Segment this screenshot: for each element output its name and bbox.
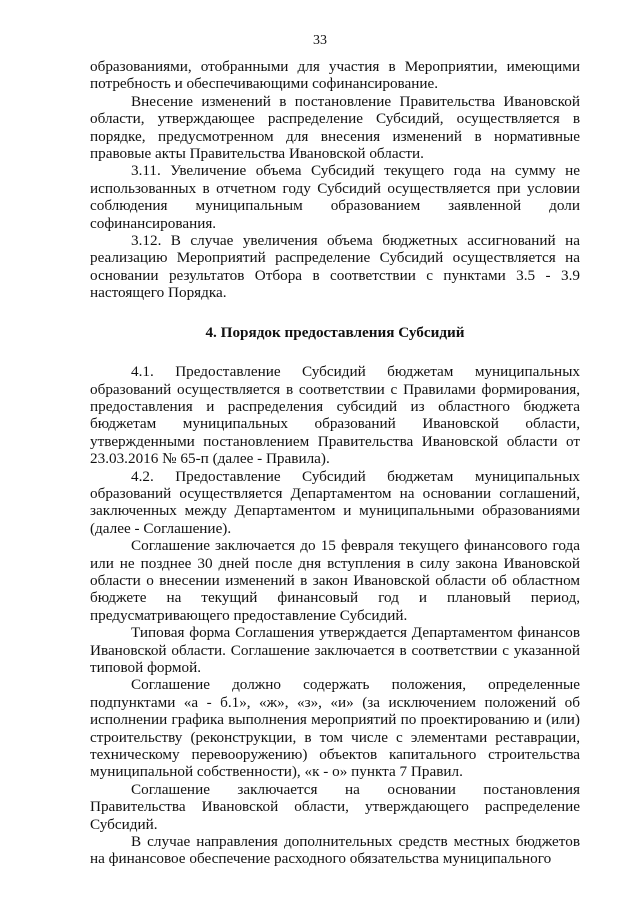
paragraph-typical-form: Типовая форма Соглашения утверждается Департаментом финансов Ивановской области. Соглашение заключается в соответствии с указанной типовой формой. [90,624,580,676]
paragraph-continued: образованиями, отобранными для участия в Мероприятии, имеющими потребность и обеспечивающими софинансирование. [90,58,580,93]
document-body [90,58,580,868]
paragraph-agreement-provisions: Соглашение должно содержать положения, определенные подпунктами «а - б.1», «ж», «з», «и» (за исключением положений об исполнении графика выполнения мероприятий по проектированию и (или) строительству (реконструкции, в том числе с элементами реставрации, техническому перевооружению) объектов капитального строительства муниципальной собственности), «к - о» пункта 7 Правил. [90,676,580,781]
paragraph-amendments: Внесение изменений в постановление Правительства Ивановской области, утверждающее распределение Субсидий, осуществляется в порядке, предусмотренном для внесения изменений в нормативные правовые акты Правительства Ивановской области. [90,92,580,163]
paragraph-additional-funds: В случае направления дополнительных средств местных бюджетов на финансовое обеспечение расходного обязательства муниципального [90,833,580,868]
paragraph-4-1: 4.1. Предоставление Субсидий бюджетам муниципальных образований осуществляется в соответствии с Правилами формирования, предоставления и распределения субсидий из областного бюджета бюджетам муниципальных образований Ивановской области, утвержденными постановлением Правительства Ивановской области от 23.03.2016 № 65-п (далее - Правила). [90,363,580,468]
paragraph-3-11: 3.11. Увеличение объема Субсидий текущего года на сумму не использованных в отчетном году Субсидий осуществляется при условии соблюдения муниципальным образованием заявленной доли софинансирования. [90,162,580,232]
page-number: 33 [313,33,327,48]
paragraph-agreement-deadline: Соглашение заключается до 15 февраля текущего финансового года или не позднее 30 дней после дня вступления в силу закона Ивановской области о внесении изменений в закон Ивановской области об областном бюджете на текущий финансовый год и плановый период, предусматривающего предоставление Субсидий. [90,537,580,624]
paragraph-agreement-basis: Соглашение заключается на основании постановления Правительства Ивановской области, утверждающего распределение Субсидий. [90,780,580,833]
paragraph-3-12: 3.12. В случае увеличения объема бюджетных ассигнований на реализацию Мероприятий распределение Субсидий осуществляется на основании результатов Отбора в соответствии с пунктами 3.5 - 3.9 настоящего Порядка. [90,232,580,302]
paragraph-4-2: 4.2. Предоставление Субсидий бюджетам муниципальных образований осуществляется Департаментом на основании соглашений, заключенных между Департаментом и муниципальными образованиями (далее - Соглашение). [90,467,580,537]
section-heading: 4. Порядок предоставления Субсидий [205,323,465,341]
